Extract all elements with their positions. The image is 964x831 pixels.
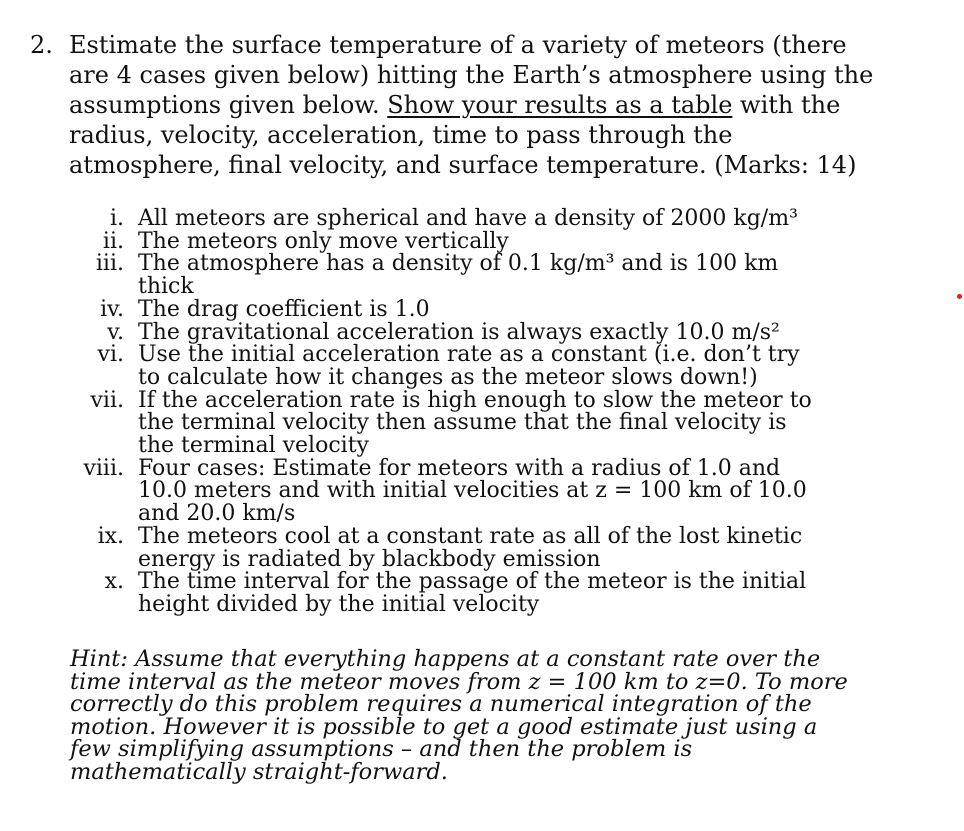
question-line [69,90,841,120]
list-item [60,344,820,389]
question-line: are 4 cases given below) hitting the Earth’s atmosphere using the [69,61,874,89]
list-item [60,296,820,322]
list-item [60,319,820,345]
list-item [60,208,820,231]
list-item-text: and 20.0 km/s [138,501,296,527]
list-item-text: The meteors only move vertically [138,228,509,254]
list-numeral: viii. [83,455,124,481]
hint-line: motion. However it is possible to get a good estimate just using a [70,713,818,740]
question-line: Estimate the surface temperature of a variety of meteors (there [69,31,847,59]
question-line: atmosphere, final velocity, and surface temperature. (Marks: 14) [69,151,857,179]
list-numeral: vi. [97,342,124,368]
list-item [60,523,820,572]
hint-paragraph [70,646,848,785]
list-item-text: The meteors cool at a constant rate as all of the lost kinetic [138,523,803,549]
list-item-text: The time interval for the passage of the meteor is the initial [138,569,807,595]
list-item-text: The atmosphere has a density of 0.1 kg/m³ and is 100 km [138,251,779,277]
list-item-text: the terminal velocity then assume that the final velocity is [138,410,787,436]
list-item-text: The gravitational acceleration is always exactly 10.0 m/s² [138,319,780,345]
list-numeral: v. [107,319,124,345]
list-item [60,571,820,616]
list-item-text: to calculate how it changes as the meteor slows down!) [138,364,758,390]
list-numeral: iv. [100,296,124,322]
list-item-text: If the acceleration rate is high enough to slow the meteor to [138,387,812,413]
question-text [69,30,874,180]
hint-line: few simplifying assumptions – and then the problem is [70,736,693,762]
list-item-text: 10.0 meters and with initial velocities at z = 100 km of 10.0 [138,478,807,504]
hint-line: mathematically straight-forward. [70,758,448,785]
list-item-text: the terminal velocity [138,433,369,459]
list-item [60,228,820,254]
list-item-text: Four cases: Estimate for meteors with a radius of 1.0 and [138,455,781,481]
hint-line: time interval as the meteor moves from z = 100 km to z=0. To more [70,668,848,695]
list-numeral: ix. [97,523,124,549]
hint-line: Hint: Assume that everything happens at a constant rate over the [70,646,821,672]
list-numeral: ii. [102,228,124,254]
list-item-text: The drag coefficient is 1.0 [138,296,430,322]
list-numeral: iii. [95,251,124,277]
list-numeral: x. [104,569,124,595]
list-item [60,455,820,527]
hint-line: correctly do this problem requires a numerical integration of the [70,691,812,717]
cursor-dot [957,294,962,299]
question-line-pre: assumptions given below. [69,91,388,119]
underlined-instruction: Show your results as a table [387,91,733,119]
question-line-post: with the [732,91,841,119]
list-item-text: Use the initial acceleration rate as a constant (i.e. don’t try [138,342,800,368]
list-item-text: All meteors are spherical and have a density of 2000 kg/m³ [138,206,798,231]
list-numeral: i. [109,206,124,231]
list-item-text: height divided by the initial velocity [138,591,540,617]
question-line: radius, velocity, acceleration, time to pass through the [69,121,733,149]
list-item-text: energy is radiated by blackbody emission [138,546,601,572]
list-item [60,253,820,298]
list-item-text: thick [138,274,194,300]
list-numeral: vii. [90,387,124,413]
list-item [60,387,820,459]
question-number: 2. [30,31,53,59]
assumptions-list [60,208,820,617]
